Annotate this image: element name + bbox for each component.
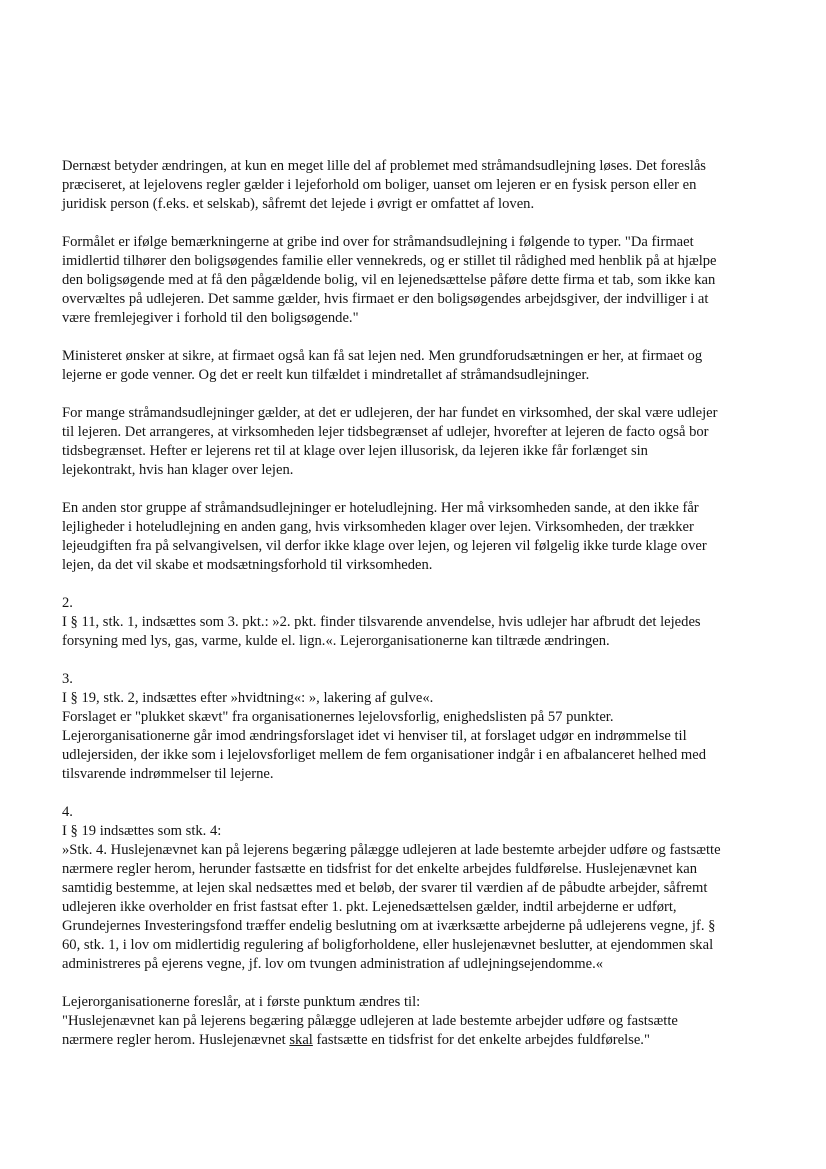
- text-line: nærmere regler herom, herunder fastsætte en tidsfrist for det enkelte arbejdes fuldførelse. Huslejenævnet kan: [62, 861, 698, 877]
- underlined-word: skal: [289, 1032, 313, 1048]
- text-line: Lejerorganisationerne går imod ændringsforslaget idet vi henviser til, at forslaget udgør en indrømmelse til: [62, 728, 687, 744]
- text-line: [62, 1031, 737, 1050]
- text-line: Dernæst betyder ændringen, at kun en meget lille del af problemet med stråmandsudlejning løses. Det foreslås: [62, 158, 706, 174]
- text-line: Forslaget er "plukket skævt" fra organisationernes lejelovsforlig, enighedslisten på 57 punkter.: [62, 709, 614, 725]
- paragraph-amendment-scope: [62, 157, 737, 214]
- text-line: I § 19, stk. 2, indsættes efter »hvidtning«: », lakering af gulve«.: [62, 690, 434, 706]
- text-line: »Stk. 4. Huslejenævnet kan på lejerens begæring pålægge udlejeren at lade bestemte arbejder udføre og fastsætte: [62, 842, 721, 858]
- text-line: tidsbegrænset. Hefter er lejerens ret til at klage over lejen illusorisk, da lejeren ikke får forlænget sin: [62, 443, 648, 459]
- text-line: I § 11, stk. 1, indsættes som 3. pkt.: »2. pkt. finder tilsvarende anvendelse, hvis udlejer har afbrudt det lejedes: [62, 614, 701, 630]
- text-line: forsyning med lys, gas, varme, kulde el. lign.«. Lejerorganisationerne kan tiltræde ændringen.: [62, 633, 610, 649]
- text-line: den boligsøgende med at få den pågældende bolig, vil en lejenedsættelse påføre dette firma et tab, som ikke kan: [62, 272, 716, 288]
- text-line: være fremlejegiver i forhold til den boligsøgende.": [62, 310, 359, 326]
- text-line: Formålet er ifølge bemærkningerne at gribe ind over for stråmandsudlejning i følgende to typer. "Da firmaet: [62, 234, 694, 250]
- paragraph-many-cases: [62, 404, 737, 480]
- section-2: [62, 594, 737, 651]
- text-line: 60, stk. 1, i lov om midlertidig regulering af boligforholdene, eller huslejenævnet beslutter, at ejendommen skal: [62, 937, 714, 953]
- section-number: 4.: [62, 804, 73, 820]
- text-line: samtidig bestemme, at lejen skal nedsættes med et beløb, der svarer til værdien af de påbudte arbejder, såfremt: [62, 880, 708, 896]
- text-line: administreres på ejerens vegne, jf. lov om tvungen administration af udlejningsejendomme.«: [62, 956, 604, 972]
- text-line: lejen, da det vil skabe et modsætningsforhold til virksomheden.: [62, 557, 433, 573]
- text-line: overvæltes på udlejeren. Det samme gælder, hvis firmaet er den boligsøgendes arbejdsgiver, der indvilliger i at: [62, 291, 709, 307]
- text-line: præciseret, at lejelovens regler gælder i lejeforhold om boliger, uanset om lejeren er en fysisk person eller en: [62, 177, 697, 193]
- text-line: "Huslejenævnet kan på lejerens begæring pålægge udlejeren at lade bestemte arbejder udføre og fastsætte: [62, 1013, 678, 1029]
- section-3: [62, 670, 737, 784]
- text-line: Grundejernes Investeringsfond træffer endelig beslutning om at iværksætte arbejderne på udlejerens vegne, jf. §: [62, 918, 716, 934]
- paragraph-purpose: [62, 233, 737, 328]
- text-line: tilsvarende indrømmelser til lejerne.: [62, 766, 274, 782]
- text-line: lejeudgiften fra på selvangivelsen, vil derfor ikke klage over lejen, og lejeren vil følgelig ikke turde klage over: [62, 538, 707, 554]
- text-line: udlejeren ikke overholder en frist fastsat efter 1. pkt. Lejenedsættelsen gælder, indtil arbejderne er udført,: [62, 899, 677, 915]
- text-line: lejligheder i hoteludlejning en anden gang, hvis virksomheden klager over lejen. Virksomheden, der trækker: [62, 519, 694, 535]
- text-fragment: fastsætte en tidsfrist for det enkelte arbejdes fuldførelse.": [312, 1032, 650, 1048]
- section-number: 2.: [62, 595, 73, 611]
- text-line: juridisk person (f.eks. et selskab), såfremt det lejede i øvrigt er omfattet af loven.: [62, 196, 535, 212]
- text-line: til lejeren. Det arrangeres, at virksomheden lejer tidsbegrænset af udlejer, hvorefter at lejeren de facto også bor: [62, 424, 709, 440]
- text-line: En anden stor gruppe af stråmandsudlejninger er hoteludlejning. Her må virksomheden sande, at den ikke får: [62, 500, 699, 516]
- section-number: 3.: [62, 671, 73, 687]
- text-line: imidlertid tilhører den boligsøgendes familie eller vennekreds, og er stillet til rådighed med henblik på at hjælpe: [62, 253, 717, 269]
- text-line: udlejersiden, der ikke som i lejelovsforliget mellem de fem organisationer indgår i en afbalanceret helhed med: [62, 747, 707, 763]
- text-line: lejekontrakt, hvis han klager over lejen.: [62, 462, 294, 478]
- text-line: Ministeret ønsker at sikre, at firmaet også kan få sat lejen ned. Men grundforudsætningen er her, at firmaet og: [62, 348, 703, 364]
- paragraph-ministry: [62, 347, 737, 385]
- paragraph-hotel-letting: [62, 499, 737, 575]
- text-line: I § 19 indsættes som stk. 4:: [62, 823, 222, 839]
- document-body: [62, 157, 737, 1050]
- section-4: [62, 803, 737, 974]
- text-line: For mange stråmandsudlejninger gælder, at det er udlejeren, der har fundet en virksomhed, der skal være udlejer: [62, 405, 718, 421]
- text-line: Lejerorganisationerne foreslår, at i første punktum ændres til:: [62, 994, 421, 1010]
- text-fragment: nærmere regler herom. Huslejenævnet: [62, 1032, 290, 1048]
- text-line: lejerne er gode venner. Og det er reelt kun tilfældet i mindretallet af stråmandsudlejninger.: [62, 367, 590, 383]
- closing-proposal: [62, 993, 737, 1050]
